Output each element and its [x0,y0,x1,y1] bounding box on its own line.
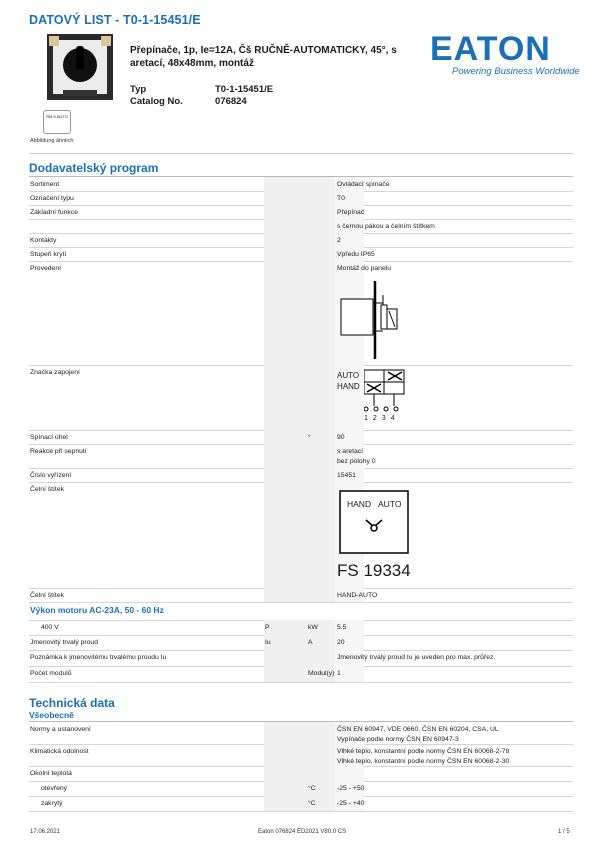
section-title-motor: Výkon motoru AC-23A, 50 - 60 Hz [30,605,164,615]
table-row: Značka zapojení AUTO HAND 1234 [29,365,573,431]
symbol-thumbnail: RM 0 AUTO [43,110,71,134]
terminal-2: 2 [372,415,382,422]
wiring-hand-label: HAND [337,382,360,391]
table-row: Reakce při sepnutí s aretací bez polohy 0 [29,444,573,469]
table-row: Okolní teplota [29,766,573,782]
table-row: Normy a ustanovení ČSN EN 60947, VDE 0660, ČSN EN 60204, CSA, UL Vypínače podle normy ČSN EN 60947-3 [29,722,573,745]
section-title-technical: Technická data [29,696,115,710]
table-row: otevřený °C -25 - +50 [29,781,573,797]
terminal-1: 1 [364,415,373,422]
plate-left-label: HAND [347,499,372,509]
page-title: DATOVÝ LIST - T0-1-15451/E [29,13,201,27]
subsection-row [29,602,573,621]
plate-code: FS 19334 [337,561,411,580]
plate-right-label: AUTO [378,499,402,509]
table-row: Jmenovitý trvalý proud Iu A 20 [29,635,573,651]
mounting-drawing [339,281,419,359]
table-row: Kontakty 2 [29,233,573,248]
type-label: Typ [130,84,147,95]
table-row: zakrytý °C -25 - +40 [29,796,573,812]
image-caption: Abbildung ähnlich [30,138,74,144]
catalog-label: Catalog No. [130,96,183,107]
footer-page-number: 1 / 5 [558,829,570,835]
divider [29,153,573,154]
table-row: Číslo vyřízení 15451 [29,468,573,483]
table-row: 400 V P kW 5.5 [29,620,573,636]
table-row: Čelní štítek HAND AUTO FS 19334 [29,482,573,589]
table-row: Čelní štítek HAND-AUTO [29,588,573,603]
table-row: Sortiment Ovládací spínače [29,177,573,192]
product-image [43,32,117,104]
table-row: Označení typu T0 [29,191,573,206]
table-row: Základní funkce Přepínač [29,205,573,220]
table-row: s černou pákou a čelním štítkem [29,219,573,234]
table-row: Provedení Montáž do panelu [29,261,573,366]
subsection-title-general: Všeobecně [29,710,74,720]
section-title-supplier: Dodavatelský program [29,161,159,175]
terminal-4: 4 [390,415,400,422]
footer-doc-id: Eaton 076824 ED2021 V80.0 CS [258,829,347,835]
table-row: Klimatická odolnost Vlhké teplo, konstantní podle normy ČSN EN 60068-2-78 Vlhké teplo, konstantní podle normy ČSN EN 60068-2-30 [29,744,573,767]
type-value: T0-1-15451/E [215,84,274,95]
table-row: Spínací úhel ° 90 [29,430,573,445]
product-description: Přepínače, 1p, Ie=12A, Čš RUČNĚ-AUTOMATICKY, 45°, s aretací, 48x48mm, montáž [130,45,397,69]
table-row: Poznámka k jmenovitému trvalému proudu Iu Jmenovitý trvalý proud Iu je uveden pro max. průřez. [29,650,573,667]
terminal-3: 3 [381,415,391,422]
table-row: Počet modulů Modul(y) 1 [29,666,573,683]
svg-text:EATON: EATON [430,30,551,68]
tagline: Powering Business Worldwide [452,66,580,77]
table-row: Stupeň krytí Vpředu IP65 [29,247,573,262]
catalog-value: 076824 [215,96,247,107]
footer-date: 17.06.2021 [30,829,61,835]
wiring-auto-label: AUTO [337,371,360,380]
